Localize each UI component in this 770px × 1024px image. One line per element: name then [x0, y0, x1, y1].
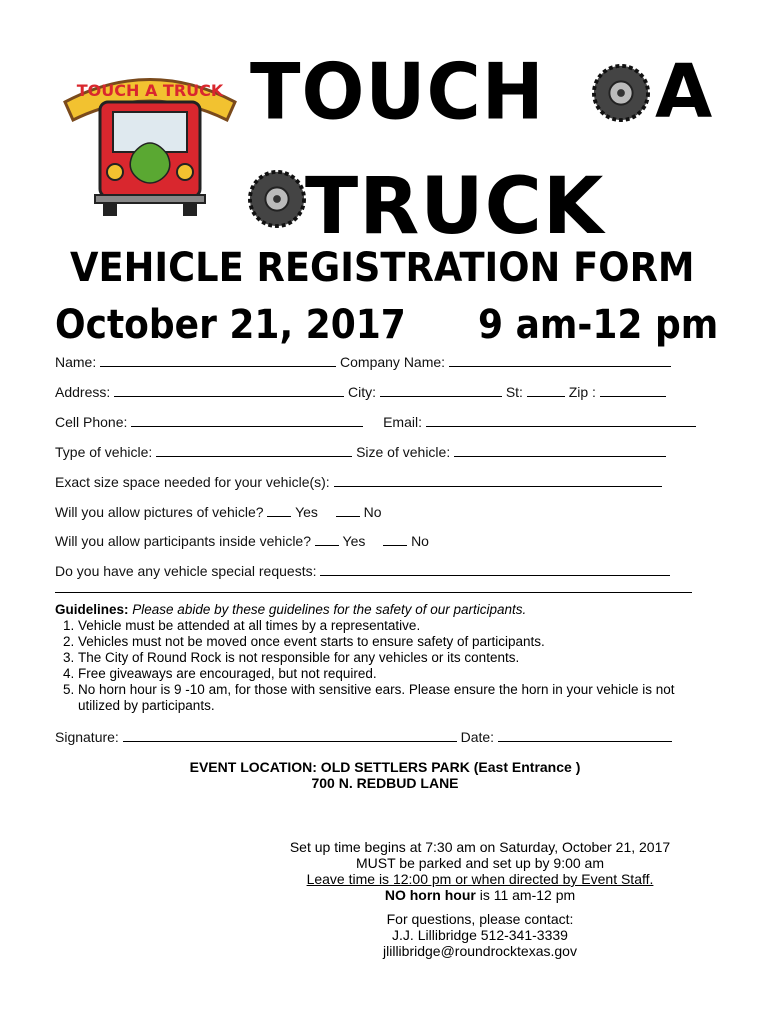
email-label: Email:	[383, 414, 422, 430]
inside-no-field[interactable]	[383, 533, 407, 546]
guideline-item: 1. Vehicle must be attended at all times by a representative.	[78, 618, 715, 634]
signature-label: Signature:	[55, 729, 119, 745]
requests-field[interactable]	[320, 563, 670, 576]
city-label: City:	[348, 384, 377, 400]
date-label: Date:	[460, 729, 495, 745]
requests-extra-line[interactable]	[55, 592, 692, 593]
address-row	[55, 384, 666, 400]
type-label: Type of vehicle:	[55, 444, 153, 460]
questions-text: For questions, please contact:	[386, 911, 574, 927]
horn-hour	[220, 887, 740, 903]
info-block	[220, 839, 740, 959]
guidelines-note: Please abide by these guidelines for the safety of our participants.	[132, 602, 527, 617]
inside-no-label: No	[411, 533, 429, 549]
requests-row	[55, 563, 670, 579]
space-field[interactable]	[334, 474, 662, 487]
pictures-yes-field[interactable]	[267, 504, 291, 517]
cell-row	[55, 414, 696, 430]
size-field[interactable]	[454, 444, 666, 457]
name-field[interactable]	[100, 354, 336, 367]
must-park: MUST be parked and set up by 9:00 am	[356, 855, 604, 871]
leave-time: Leave time is 12:00 pm or when directed by Event Staff.	[306, 871, 654, 887]
guidelines	[55, 602, 715, 714]
company-field[interactable]	[449, 354, 671, 367]
guidelines-title: Guidelines:	[55, 602, 129, 617]
cell-label: Cell Phone:	[55, 414, 128, 430]
inside-yes-field[interactable]	[315, 533, 339, 546]
type-row	[55, 444, 666, 460]
space-label: Exact size space needed for your vehicle(s):	[55, 474, 330, 490]
tire-icon	[592, 64, 650, 122]
pictures-no-label: No	[363, 504, 382, 520]
name-row	[55, 354, 671, 370]
guideline-item: 5. No horn hour is 9 -10 am, for those with sensitive ears. Please ensure the horn in your vehicle is not utilized by participants.	[78, 682, 715, 714]
pictures-label: Will you allow pictures of vehicle?	[55, 504, 264, 520]
type-field[interactable]	[156, 444, 352, 457]
email-field[interactable]	[426, 414, 696, 427]
zip-field[interactable]	[600, 384, 666, 397]
guideline-item: 4. Free giveaways are encouraged, but not required.	[78, 666, 715, 682]
event-address: 700 N. REDBUD LANE	[311, 775, 459, 791]
space-row	[55, 474, 662, 490]
address-label: Address:	[55, 384, 111, 400]
inside-yes-label: Yes	[342, 533, 366, 549]
contact-name-phone: J.J. Lillibridge 512-341-3339	[392, 927, 568, 943]
state-field[interactable]	[527, 384, 565, 397]
date-field[interactable]	[498, 729, 672, 742]
guideline-item: 2. Vehicles must not be moved once event starts to ensure safety of participants.	[78, 634, 715, 650]
city-field[interactable]	[380, 384, 502, 397]
inside-label: Will you allow participants inside vehicle?	[55, 533, 312, 549]
horn-hour-bold: NO horn hour	[384, 887, 476, 903]
zip-label: Zip :	[568, 384, 596, 400]
event-location: EVENT LOCATION: OLD SETTLERS PARK (East Entrance )	[189, 759, 581, 775]
address-field[interactable]	[114, 384, 344, 397]
cell-field[interactable]	[131, 414, 363, 427]
title-truck: TRUCK	[305, 162, 605, 252]
name-label: Name:	[55, 354, 97, 370]
setup-time: Set up time begins at 7:30 am on Saturday, October 21, 2017	[289, 839, 671, 855]
title-a: A	[655, 49, 714, 135]
company-label: Company Name:	[340, 354, 446, 370]
pictures-yes-label: Yes	[295, 504, 318, 520]
signature-row	[55, 729, 672, 745]
guideline-item: 3. The City of Round Rock is not responsible for any vehicles or its contents.	[78, 650, 715, 666]
touch-a-truck-logo	[55, 62, 245, 222]
event-time: 9 am-12 pm	[478, 302, 719, 348]
inside-row	[55, 533, 429, 549]
signature-field[interactable]	[123, 729, 457, 742]
pictures-row	[55, 504, 381, 520]
contact-email[interactable]: jlillibridge@roundrocktexas.gov	[383, 943, 577, 959]
requests-label: Do you have any vehicle special requests:	[55, 563, 317, 579]
event-date: October 21, 2017	[55, 302, 406, 348]
form-title: VEHICLE REGISTRATION FORM	[70, 245, 695, 291]
state-label: St:	[505, 384, 523, 400]
pictures-no-field[interactable]	[336, 504, 360, 517]
title-touch: TOUCH	[250, 46, 545, 138]
tire-icon	[248, 170, 306, 228]
horn-hour-rest: is 11 am-12 pm	[475, 887, 576, 903]
size-label: Size of vehicle:	[356, 444, 451, 460]
guidelines-list	[55, 618, 715, 714]
logo-text: TOUCH A TRUCK	[76, 81, 224, 100]
